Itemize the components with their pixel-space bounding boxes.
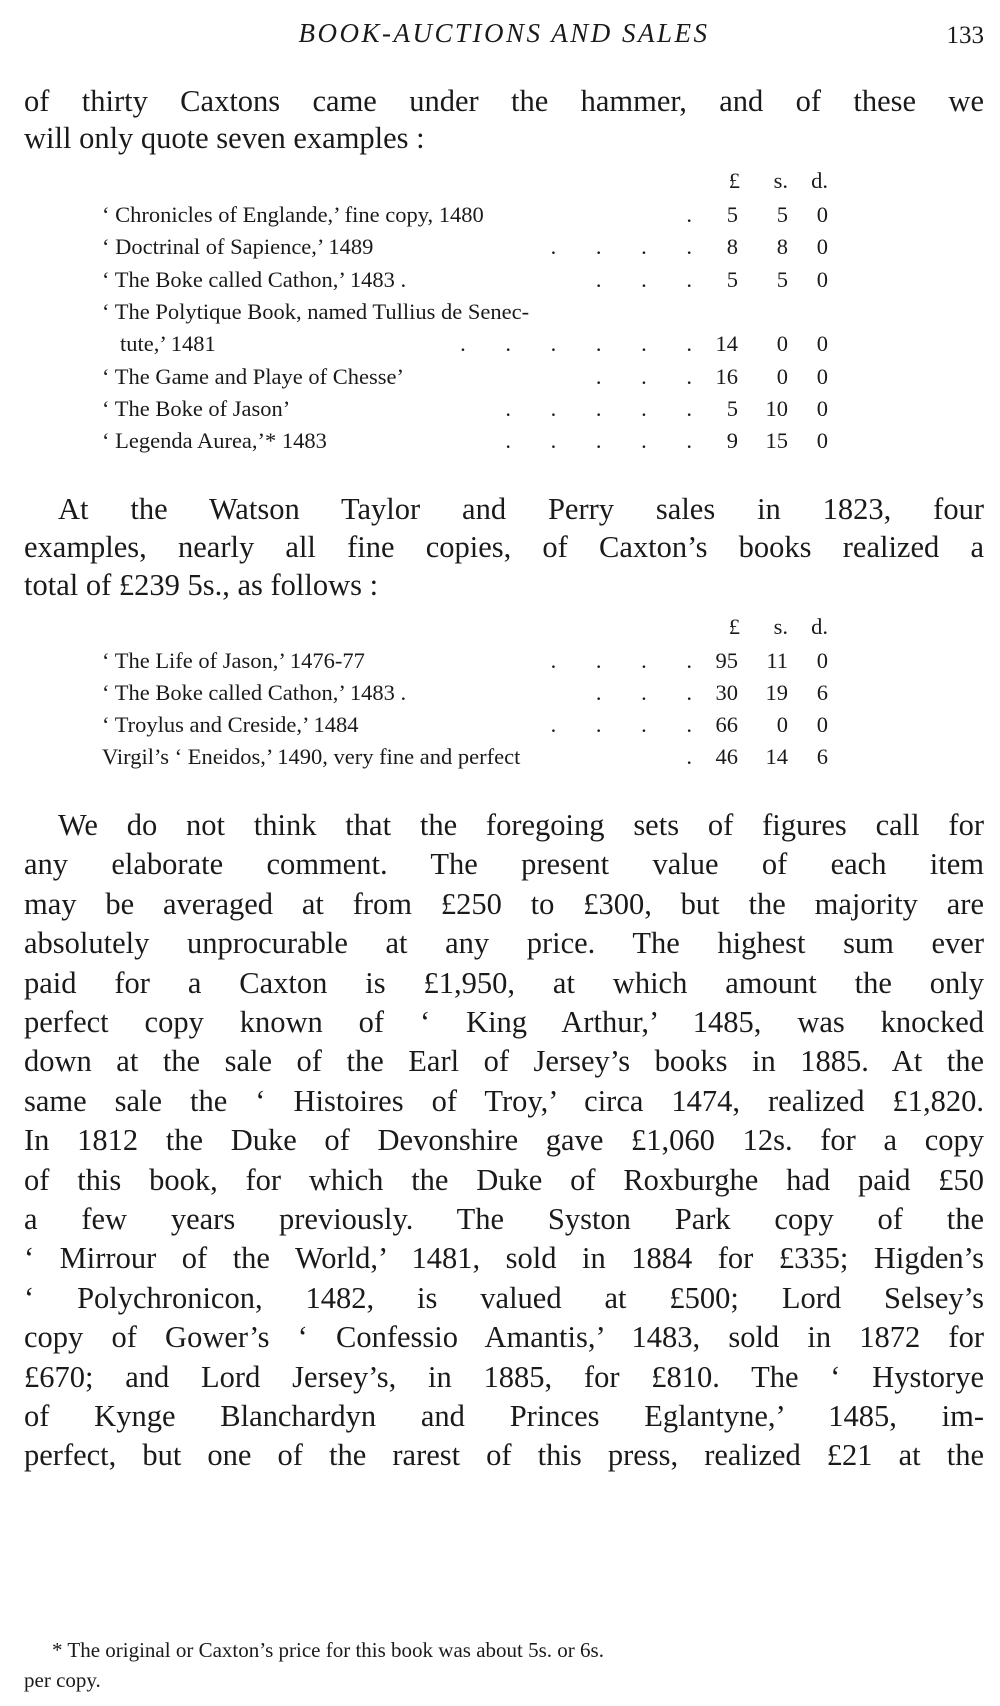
text-line: We do not think that the foregoing sets of figures call for [58, 808, 984, 842]
leader-dots: . . . . . . [460, 331, 692, 357]
pence-value: 0 [816, 331, 828, 357]
ledger-row [102, 364, 842, 394]
page-number: 133 [946, 22, 984, 49]
ledger-row [102, 267, 842, 297]
pounds-value: 5 [726, 202, 738, 227]
currency-header-row [102, 168, 842, 198]
shillings-value: 15 [765, 428, 788, 454]
pounds-header: £ [728, 614, 740, 639]
leader-dots: . . . . [550, 648, 692, 673]
ledger-row [102, 396, 842, 426]
pence-header: d. [811, 614, 828, 639]
pence-value: 0 [816, 648, 828, 673]
leader-dots: . . . [595, 266, 692, 292]
shillings-value: 5 [776, 266, 788, 292]
text-line: £670; and Lord Jersey’s, in 1885, for £810. The ‘ Hystorye [24, 1359, 984, 1394]
text-line: of Kynge Blanchardyn and Princes Eglantyne,’ 1485, im- [24, 1399, 984, 1433]
text-line: will only quote seven examples : [24, 121, 425, 155]
shillings-value: 10 [765, 395, 788, 421]
ledger-row [102, 331, 842, 361]
pounds-value: 14 [715, 331, 738, 357]
pounds-value: 16 [715, 363, 738, 389]
pounds-header: £ [728, 168, 740, 193]
pounds-value: 30 [715, 680, 738, 705]
leader-dots: . . . . [550, 712, 692, 737]
text-line: perfect copy known of ‘ King Arthur,’ 1485, was knocked [24, 1005, 984, 1039]
ledger-row [102, 648, 842, 678]
pence-value: 0 [816, 234, 828, 260]
pounds-value: 9 [726, 428, 738, 454]
text-line: examples, nearly all fine copies, of Caxton’s books realized a [24, 530, 984, 564]
text-line: may be averaged at from £250 to £300, but the majority are [24, 886, 984, 921]
pence-header: d. [811, 168, 828, 193]
text-line: of this book, for which the Duke of Roxburghe had paid £50 [24, 1162, 984, 1197]
book-title: Virgil’s ‘ Eneidos,’ 1490, very fine and perfect [102, 744, 521, 769]
text-line: any elaborate comment. The present value of each item [24, 847, 984, 882]
shillings-value: 14 [765, 744, 788, 769]
text-line: paid for a Caxton is £1,950, at which amount the only [24, 965, 984, 1000]
shillings-value: 19 [765, 680, 788, 705]
footnote-line: * The original or Caxton’s price for this book was about 5s. or 6s. [52, 1638, 604, 1662]
pounds-value: 5 [726, 266, 738, 292]
text-line: At the Watson Taylor and Perry sales in 1823, four [58, 492, 984, 526]
book-title: ‘ Chronicles of Englande,’ fine copy, 1480 [102, 202, 484, 227]
text-line: absolutely unprocurable at any price. The highest sum ever [24, 926, 984, 961]
book-title: ‘ The Polytique Book, named Tullius de Senec- [102, 298, 530, 324]
ledger-row [102, 299, 842, 329]
book-title: ‘ The Life of Jason,’ 1476-77 [102, 648, 365, 673]
pence-value: 0 [816, 202, 828, 227]
book-title: tute,’ 1481 [120, 331, 216, 357]
leader-dots: . [686, 744, 692, 769]
shillings-value: 5 [776, 202, 788, 227]
book-title: ‘ Troylus and Creside,’ 1484 [102, 712, 359, 737]
leader-dots: . . . [595, 680, 692, 705]
pence-value: 0 [816, 712, 828, 737]
ledger-row [102, 712, 842, 742]
ledger-row [102, 680, 842, 710]
text-line: perfect, but one of the rarest of this press, realized £21 at the [24, 1438, 984, 1473]
leader-dots: . . . . . [505, 428, 692, 454]
shillings-value: 8 [776, 234, 788, 260]
running-title: BOOK-AUCTIONS AND SALES [298, 18, 710, 48]
ledger-row [102, 744, 842, 774]
pounds-value: 5 [726, 395, 738, 421]
book-title: ‘ The Game and Playe of Chesse’ [102, 363, 404, 389]
leader-dots: . . . . [550, 234, 692, 260]
pence-value: 0 [816, 428, 828, 454]
pounds-value: 66 [715, 712, 738, 737]
shillings-value: 0 [776, 363, 788, 389]
leader-dots: . . . [595, 363, 692, 389]
text-line: same sale the ‘ Histoires of Troy,’ circa 1474, realized £1,820. [24, 1083, 984, 1118]
pence-value: 0 [816, 266, 828, 292]
book-title: ‘ Doctrinal of Sapience,’ 1489 [102, 234, 374, 260]
text-line: a few years previously. The Syston Park copy of the [24, 1202, 984, 1236]
pence-value: 0 [816, 363, 828, 389]
shillings-value: 11 [766, 648, 788, 673]
leader-dots: . [686, 202, 692, 227]
footnote-line: per copy. [24, 1668, 101, 1692]
pounds-value: 46 [715, 744, 738, 769]
text-line: of thirty Caxtons came under the hammer, and of these we [24, 84, 984, 118]
book-title: ‘ The Boke of Jason’ [102, 395, 291, 421]
shillings-header: s. [773, 614, 788, 639]
book-title: ‘ The Boke called Cathon,’ 1483 . [102, 680, 407, 705]
pounds-value: 8 [726, 234, 738, 260]
text-line: ‘ Polychronicon, 1482, is valued at £500; Lord Selsey’s [24, 1280, 984, 1315]
shillings-header: s. [773, 168, 788, 193]
book-title: ‘ Legenda Aurea,’* 1483 [102, 428, 327, 454]
book-title: ‘ The Boke called Cathon,’ 1483 . [102, 266, 407, 292]
shillings-value: 0 [776, 331, 788, 357]
running-header [24, 14, 984, 54]
ledger-row [102, 428, 842, 458]
text-line: In 1812 the Duke of Devonshire gave £1,060 12s. for a copy [24, 1123, 984, 1158]
currency-header-row [102, 614, 842, 644]
pence-value: 0 [816, 395, 828, 421]
text-line: ‘ Mirrour of the World,’ 1481, sold in 1884 for £335; Higden’s [24, 1241, 984, 1276]
pence-value: 6 [816, 744, 828, 769]
leader-dots: . . . . . [505, 395, 692, 421]
pounds-value: 95 [715, 648, 738, 673]
ledger-row [102, 234, 842, 264]
text-line: copy of Gower’s ‘ Confessio Amantis,’ 1483, sold in 1872 for [24, 1320, 984, 1355]
shillings-value: 0 [776, 712, 788, 737]
text-line: total of £239 5s., as follows : [24, 568, 379, 602]
text-line: down at the sale of the Earl of Jersey’s books in 1885. At the [24, 1044, 984, 1079]
pence-value: 6 [816, 680, 828, 705]
ledger-row [102, 202, 842, 232]
